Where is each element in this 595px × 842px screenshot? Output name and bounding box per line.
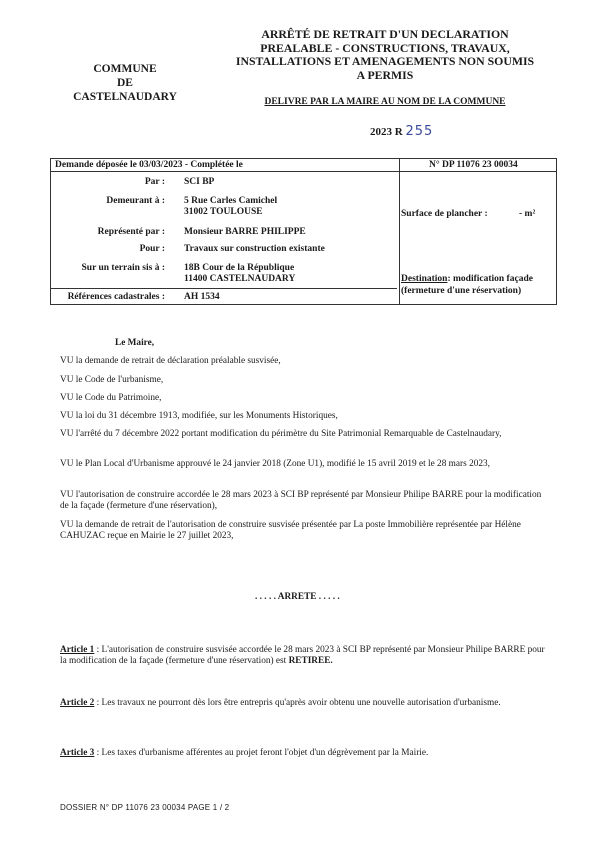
article-1 xyxy=(60,645,550,667)
commune-line: CASTELNAUDARY xyxy=(73,91,177,103)
terrain-label: Sur un terrain sis à : xyxy=(81,263,165,273)
title-line: INSTALLATIONS ET AMENAGEMENTS NON SOUMIS xyxy=(235,54,535,68)
article-3 xyxy=(60,748,550,759)
pour-label: Pour : xyxy=(139,244,165,254)
destination-line xyxy=(401,274,533,285)
article-text: : L'autorisation de construire susvisée accordée le 28 mars 2023 à SCI BP représenté par Monsieur Philipe BARRE pour la modification de la façade (fermeture d'une réservation) est xyxy=(60,645,545,666)
title-line: PREALABLE - CONSTRUCTIONS, TRAVAUX, xyxy=(260,40,510,55)
vu-item: VU la demande de retrait de déclaration préalable susvisée, xyxy=(60,356,281,366)
represente-value: Monsieur BARRE PHILIPPE xyxy=(184,227,306,237)
commune-block xyxy=(55,62,195,104)
destination-value: : modification façade xyxy=(447,274,533,284)
vu-item: VU l'autorisation de construire accordée le 28 mars 2023 à SCI BP représenté par Monsieur Philipe BARRE pour la modification de la façade (fermeture d'une réservation), xyxy=(60,490,542,511)
demeurant-line2: 31002 TOULOUSE xyxy=(184,207,263,217)
article-2 xyxy=(60,698,550,709)
article-label: Article 1 xyxy=(60,645,95,655)
demeurant-label: Demeurant à : xyxy=(106,196,165,206)
pour-value: Travaux sur construction existante xyxy=(184,244,325,254)
delivered-by: DELIVRE PAR LA MAIRE AU NOM DE LA COMMUNE xyxy=(264,97,506,107)
table-divider xyxy=(51,288,397,289)
commune-line: DE xyxy=(117,77,133,89)
arrete-heading: . . . . . ARRETE . . . . . xyxy=(255,592,340,602)
demeurant-line1: 5 Rue Carles Camichel xyxy=(184,196,278,206)
le-maire: Le Maire, xyxy=(115,338,155,348)
vu-item: VU l'arrêté du 7 décembre 2022 portant modification du périmètre du Site Patrimonial Remarquable de Castelnaudary, xyxy=(60,429,502,439)
article-label: Article 3 xyxy=(60,748,95,758)
article-text: : Les taxes d'urbanisme afférentes au projet feront l'objet d'un dégrèvement par la Mairie. xyxy=(94,748,429,758)
dossier-number: N° DP 11076 23 00034 xyxy=(429,160,518,170)
article-label: Article 2 xyxy=(60,698,95,708)
references-label: Références cadastrales : xyxy=(67,292,165,302)
article-text: : Les travaux ne pourront dès lors être entrepris qu'après avoir obtenu une nouvelle autorisation d'urbanisme. xyxy=(94,698,501,708)
par-value: SCI BP xyxy=(184,177,215,187)
vu-item: VU le Code de l'urbanisme, xyxy=(60,375,164,385)
request-info-table xyxy=(50,158,557,305)
arrete-handwritten-number: 255 xyxy=(405,124,434,139)
terrain-line2: 11400 CASTELNAUDARY xyxy=(184,274,296,284)
surface-value: - m² xyxy=(519,209,536,219)
table-divider xyxy=(51,171,556,172)
page-footer: DOSSIER N° DP 11076 23 00034 PAGE 1 / 2 xyxy=(60,803,230,812)
arrete-number xyxy=(370,124,433,139)
vu-item: VU la loi du 31 décembre 1913, modifiée, sur les Monuments Historiques, xyxy=(60,411,338,421)
demande-text: Demande déposée le 03/03/2023 - Complétée le xyxy=(55,160,243,170)
destination-label: Destination xyxy=(401,274,448,284)
destination-line2: (fermeture d'une réservation) xyxy=(401,286,522,296)
represente-label: Représenté par : xyxy=(97,227,165,237)
title-line: ARRÊTÉ DE RETRAIT D'UN DECLARATION xyxy=(261,27,509,41)
article-emphasis: RETIREE. xyxy=(288,656,333,666)
arrete-prefix: 2023 R xyxy=(370,126,403,138)
terrain-line1: 18B Cour de la République xyxy=(184,263,295,273)
document-title xyxy=(215,28,555,82)
surface-label: Surface de plancher : xyxy=(401,209,488,219)
vu-item: VU la demande de retrait de l'autorisation de construire susvisée présentée par La poste Immobilière représentée par Hélène CAHUZAC reçue en Mairie le 27 juillet 2023, xyxy=(60,520,521,541)
vu-item: VU le Plan Local d'Urbanisme approuvé le 24 janvier 2018 (Zone U1), modifié le 15 avril 2019 et le 28 mars 2023, xyxy=(60,459,490,469)
vu-item: VU le Code du Patrimoine, xyxy=(60,393,162,403)
references-value: AH 1534 xyxy=(184,292,220,302)
par-label: Par : xyxy=(144,177,165,187)
table-divider xyxy=(399,159,400,304)
commune-line: COMMUNE xyxy=(93,63,157,75)
title-line: A PERMIS xyxy=(356,67,414,82)
